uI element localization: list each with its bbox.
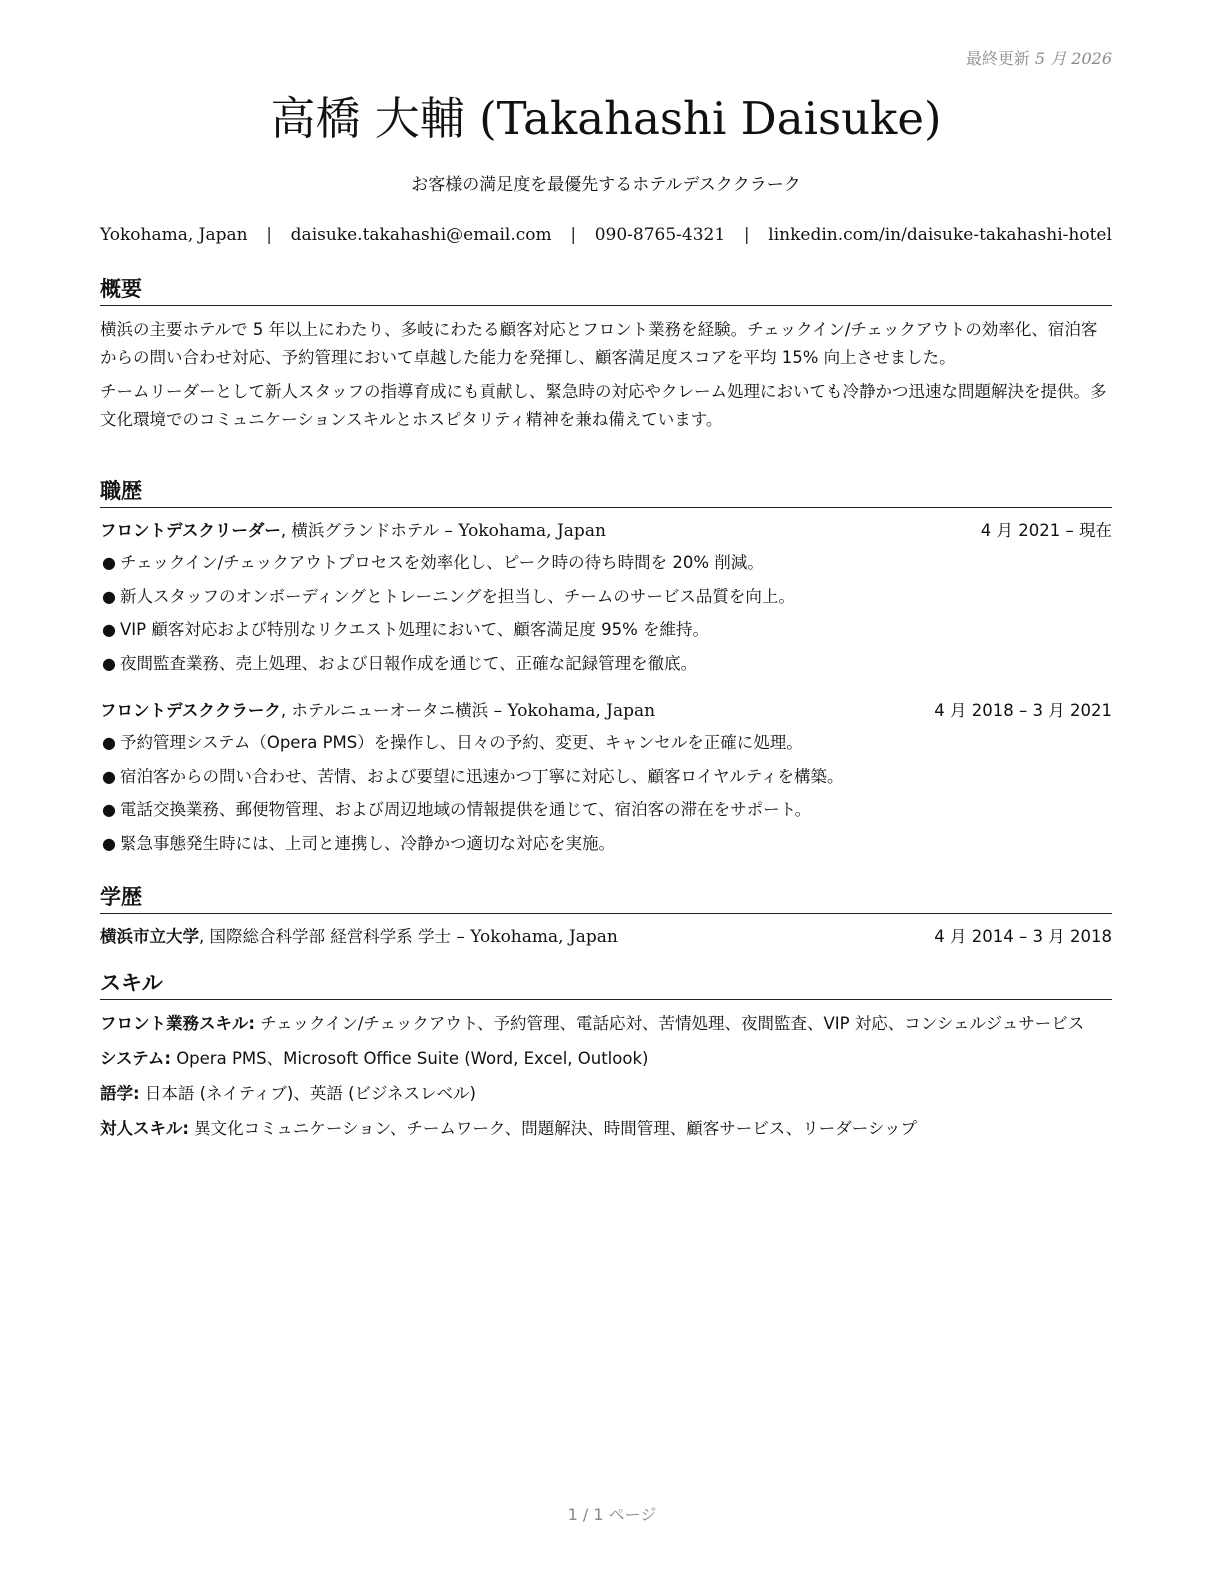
summary-section xyxy=(100,276,1112,440)
experience-heading: 職歴 xyxy=(100,478,1112,508)
bullet-icon: ● xyxy=(102,653,116,673)
skill-line: フロント業務スキル: チェックイン/チェックアウト、予約管理、電話応対、苦情処理、夜間監査、VIP 対応、コンシェルジュサービス xyxy=(100,1014,1085,1033)
candidate-name: 高橋 大輔 (Takahashi Daisuke) xyxy=(270,92,942,145)
school-name: 横浜市立大学 xyxy=(100,927,199,946)
list-item: ● 宿泊客からの問い合わせ、苦情、および要望に迅速かつ丁寧に対応し、顧客ロイヤルティを構築。 xyxy=(100,760,1112,794)
job-bullets xyxy=(100,726,1112,860)
job-bullets xyxy=(100,546,1112,680)
education-section xyxy=(100,884,1112,950)
list-item: ● 新人スタッフのオンボーディングとトレーニングを担当し、チームのサービス品質を向上。 xyxy=(100,580,1112,614)
last-updated-date: 5 月 2026 xyxy=(1034,49,1112,68)
bullet-icon: ● xyxy=(102,553,116,572)
skill-line: システム: Opera PMS、Microsoft Office Suite (Word, Excel, Outlook) xyxy=(100,1049,649,1068)
contact-separator: | xyxy=(743,225,750,245)
list-item: ● 緊急事態発生時には、上司と連携し、冷静かつ適切な対応を実施。 xyxy=(100,827,1112,861)
degree: , 国際総合科学部 経営科学系 学士 xyxy=(199,927,451,946)
last-updated xyxy=(966,46,1112,69)
job-dates: 4 月 2018 – 3 月 2021 xyxy=(934,701,1112,720)
job-company: , 横浜グランドホテル xyxy=(280,521,440,540)
skill-line: 対人スキル: 異文化コミュニケーション、チームワーク、問題解決、時間管理、顧客サービス、リーダーシップ xyxy=(100,1119,918,1138)
education-dates: 4 月 2014 – 3 月 2018 xyxy=(934,927,1112,946)
bullet-icon: ● xyxy=(102,833,116,853)
contact-location: Yokohama, Japan xyxy=(100,225,248,245)
education-location: – Yokohama, Japan xyxy=(450,927,618,947)
contact-separator: | xyxy=(266,225,272,245)
job-company: , ホテルニューオータニ横浜 xyxy=(280,701,489,720)
list-item: ● 夜間監査業務、売上処理、および日報作成を通じて、正確な記録管理を徹底。 xyxy=(100,647,1112,681)
bullet-icon: ● xyxy=(102,800,116,819)
tagline: お客様の満足度を最優先するホテルデスククラーク xyxy=(411,175,801,195)
list-item: ● VIP 顧客対応および特別なリクエスト処理において、顧客満足度 95% を維持。 xyxy=(100,613,1112,647)
bullet-icon: ● xyxy=(102,620,116,639)
summary-paragraph: チームリーダーとして新人スタッフの指導育成にも貢献し、緊急時の対応やクレーム処理においても冷静かつ迅速な問題解決を提供。多文化環境でのコミュニケーションスキルとホスピタリティ精神を兼ね備えています。 xyxy=(100,382,1107,429)
contact-line xyxy=(100,225,1112,245)
job-location: – Yokohama, Japan xyxy=(439,521,606,541)
list-item: ● 電話交換業務、郵便物管理、および周辺地域の情報提供を通じて、宿泊客の滞在をサポート。 xyxy=(100,793,1112,827)
job-location: – Yokohama, Japan xyxy=(488,701,656,721)
list-item: ● チェックイン/チェックアウトプロセスを効率化し、ピーク時の待ち時間を 20% 削減。 xyxy=(100,546,1112,580)
contact-linkedin[interactable]: linkedin.com/in/daisuke-takahashi-hotel xyxy=(768,225,1112,245)
education-entry xyxy=(100,924,1112,950)
resume-page xyxy=(100,0,1112,1584)
bullet-icon: ● xyxy=(102,766,116,786)
contact-email[interactable]: daisuke.takahashi@email.com xyxy=(290,225,552,245)
job-header xyxy=(100,698,1112,724)
job-dates: 4 月 2021 – 現在 xyxy=(980,521,1112,540)
skills-section xyxy=(100,970,1112,1150)
job-entry xyxy=(100,518,1112,680)
contact-phone[interactable]: 090-8765-4321 xyxy=(594,225,726,245)
bullet-icon: ● xyxy=(102,586,116,606)
contact-separator: | xyxy=(570,225,577,245)
education-heading: 学歴 xyxy=(100,884,1112,914)
job-header xyxy=(100,518,1112,544)
job-role: フロントデスクリーダー xyxy=(100,521,281,540)
last-updated-label: 最終更新 xyxy=(965,49,1030,68)
summary-heading: 概要 xyxy=(100,276,1112,306)
summary-paragraph: 横浜の主要ホテルで 5 年以上にわたり、多岐にわたる顧客対応とフロント業務を経験。チェックイン/チェックアウトの効率化、宿泊客からの問い合わせ対応、予約管理において卓越した能力を発揮し、顧客満足度スコアを平均 15% 向上させました。 xyxy=(100,320,1098,367)
page-number: 1 / 1 ページ xyxy=(567,1505,657,1524)
job-entry xyxy=(100,698,1112,860)
skill-line: 語学: 日本語 (ネイティブ)、英語 (ビジネスレベル) xyxy=(100,1084,476,1103)
bullet-icon: ● xyxy=(102,733,116,752)
skills-heading: スキル xyxy=(100,970,1112,1000)
job-role: フロントデスククラーク xyxy=(100,701,281,720)
experience-section xyxy=(100,478,1112,860)
list-item: ● 予約管理システム（Opera PMS）を操作し、日々の予約、変更、キャンセルを正確に処理。 xyxy=(100,726,1112,760)
